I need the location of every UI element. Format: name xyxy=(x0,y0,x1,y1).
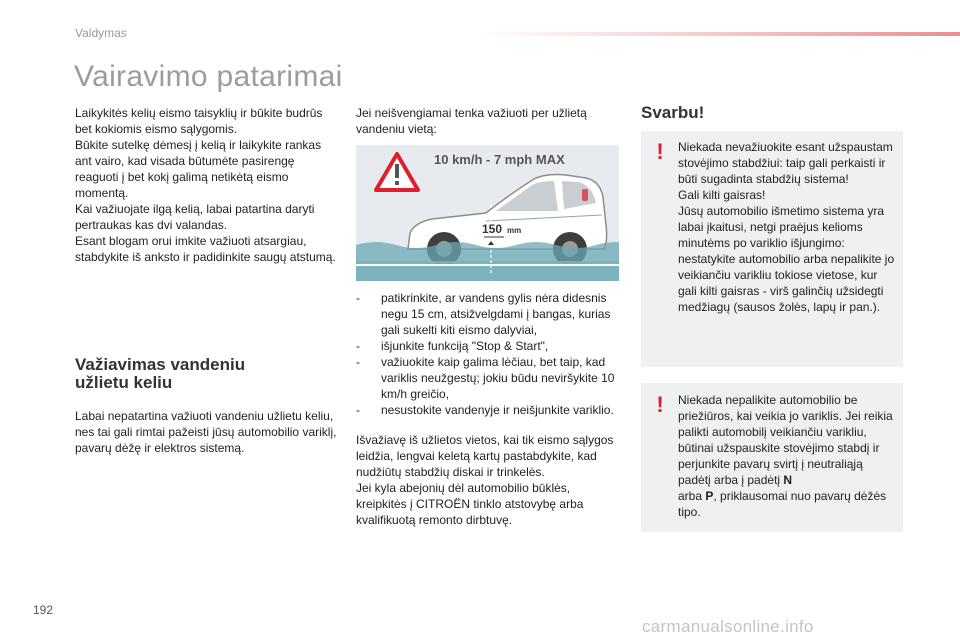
list-item-text: išjunkite funkciją "Stop & Start", xyxy=(381,339,549,353)
flooded-road-heading-line2: užlietu keliu xyxy=(75,373,173,392)
after-flood-paragraph: Jei kyla abejonių dėl automobilio būklės, kreipkitės į CITROËN tinklo atstovybę arba kvalifikuotą remonto dirbtuvę. xyxy=(356,481,584,527)
section-label: Valdymas xyxy=(75,26,127,40)
important-heading: Svarbu! xyxy=(641,103,705,122)
warning-exclamation-icon: ! xyxy=(656,392,664,417)
list-item-text: nesustokite vandenyje ir neišjunkite variklio. xyxy=(381,403,614,417)
flooded-road-heading-line1: Važiavimas vandeniu xyxy=(75,355,246,374)
warning-box xyxy=(641,131,903,367)
advice-paragraph: Laikykitės kelių eismo taisyklių ir būkite budrūs bet kokiomis eismo sąlygomis. xyxy=(75,106,323,136)
warning-paragraph: Niekada nevažiuokite esant užspaustam stovėjimo stabdžiui: taip gali perkaisti ir būti sugadinta stabdžių sistema! xyxy=(678,140,893,186)
page-number: 192 xyxy=(33,603,54,617)
flooded-intro-text: Jei neišvengiamai tenka važiuoti per užlietą vandeniu vietą: xyxy=(356,106,587,136)
gear-p-label: P xyxy=(705,489,714,503)
after-flood-text xyxy=(356,432,624,528)
depth-unit: mm xyxy=(507,226,522,235)
list-dash: - xyxy=(356,339,360,353)
flooded-road-checklist xyxy=(356,290,624,418)
car-in-water-icon xyxy=(356,145,619,281)
advice-paragraph: Esant blogam orui imkite važiuoti atsargiau, stabdykite iš anksto ir padidinkite saugų atstumą. xyxy=(75,234,336,264)
list-item-text: važiuokite kaip galima lėčiau, bet taip, kad variklis neužgestų; jokiu būdu neviršykite 10 km/h greičio, xyxy=(381,355,615,401)
warning-text-part: , priklausomai nuo pavarų dėžės tipo. xyxy=(678,489,887,519)
warning-text-part: Niekada nepalikite automobilio be priežiūros, kai veikia jo variklis. Jei reikia palikti automobilį veikiančiu varikliu, būtinai užspauskite stovėjimo stabdį ir perjunkite pavarų svirtį į neutraliąją padėtį arba į padėtį xyxy=(678,393,893,487)
driving-advice-text xyxy=(75,105,337,265)
warning-paragraph: Gali kilti gaisras! xyxy=(678,188,766,202)
advice-paragraph: Būkite sutelkę dėmesį į kelią ir laikykite rankas ant vairo, kad visada būtumėte pasirengę reaguoti į bet kokį galimą netikėtą eismo momentą. xyxy=(75,138,322,200)
warning-text xyxy=(678,139,898,315)
header-rule xyxy=(480,32,960,36)
warning-paragraph: Jūsų automobilio išmetimo sistema yra labai įkaitusi, netgi praėjus kelioms minutėms po variklio išjungimo: nestatykite automobilio arba nepalikite jo veikiančiu varikliu tokiose vietose, kur gali kilti gaisras - virš galinčių užsidegti medžiagų (sausos žolės, lapų ir pan.). xyxy=(678,204,895,314)
list-item xyxy=(356,402,624,418)
list-item xyxy=(356,338,624,354)
advice-paragraph: Kai važiuojate ilgą kelią, labai patartina daryti pertraukas kas dvi valandas. xyxy=(75,202,315,232)
list-dash: - xyxy=(356,403,360,417)
depth-value: 150 xyxy=(482,222,503,236)
warning-text-part: arba xyxy=(678,489,706,503)
speed-limit-label: 10 km/h - 7 mph MAX xyxy=(434,152,565,167)
flooded-road-heading xyxy=(75,356,337,392)
list-item xyxy=(356,290,624,338)
after-flood-paragraph: Išvažiavę iš užlietos vietos, kai tik eismo sąlygos leidžia, lengvai keletą kartų pastabdykite, kad nudžiūtų stabdžių diskai ir trinkelės. xyxy=(356,433,614,479)
warning-text xyxy=(678,392,898,520)
flooded-road-illustration xyxy=(356,145,619,281)
warning-box xyxy=(641,383,903,532)
flooded-road-text: Labai nepatartina važiuoti vandeniu užlietu keliu, nes tai gali rimtai pažeisti jūsų automobilio variklį, pavarų dėžę ir elektros sistemą. xyxy=(75,409,337,455)
warning-exclamation-icon: ! xyxy=(656,139,664,164)
list-item-text: patikrinkite, ar vandens gylis nėra didesnis negu 15 cm, atsižvelgdami į bangas, kurias gali sukelti kiti eismo dalyviai, xyxy=(381,291,611,337)
list-item xyxy=(356,354,624,402)
page-title: Vairavimo patarimai xyxy=(74,60,343,93)
list-dash: - xyxy=(356,355,360,369)
gear-n-label: N xyxy=(783,473,793,487)
watermark: carmanualsonline.info xyxy=(642,617,814,636)
list-dash: - xyxy=(356,291,360,305)
